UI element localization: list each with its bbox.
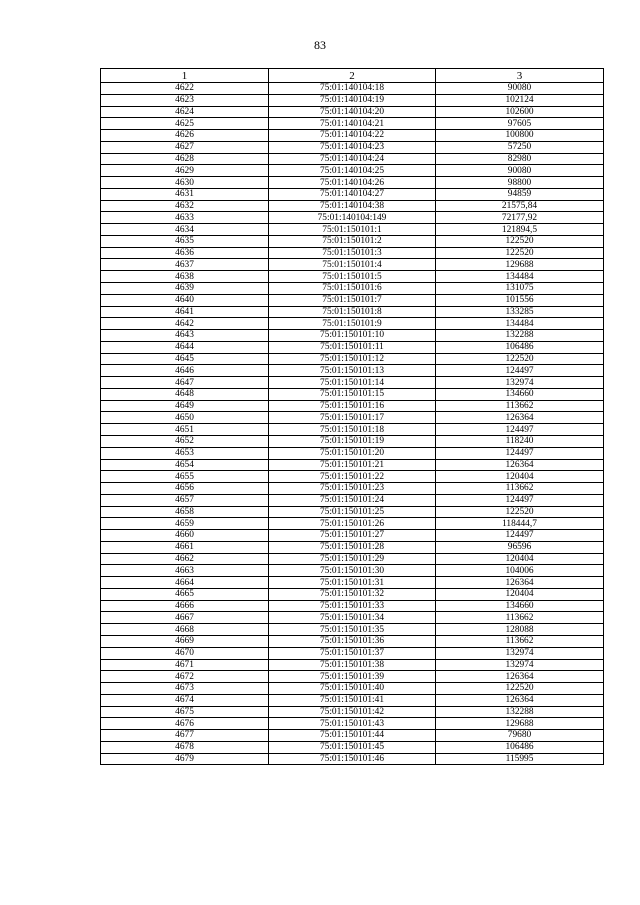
value-cell: 94859	[436, 188, 604, 200]
value-cell: 124497	[436, 447, 604, 459]
value-cell: 90080	[436, 83, 604, 95]
cadastral-number-cell: 75:01:150101:17	[269, 412, 436, 424]
cadastral-number-cell: 75:01:150101:44	[269, 730, 436, 742]
value-cell: 113662	[436, 612, 604, 624]
value-cell: 102124	[436, 94, 604, 106]
cadastral-number-cell: 75:01:150101:12	[269, 353, 436, 365]
table-row	[101, 188, 604, 200]
value-cell: 134660	[436, 388, 604, 400]
row-number-cell: 4674	[101, 694, 269, 706]
cadastral-number-cell: 75:01:150101:40	[269, 683, 436, 695]
table-row	[101, 624, 604, 636]
table-row	[101, 283, 604, 295]
table-row	[101, 83, 604, 95]
value-cell: 101556	[436, 294, 604, 306]
table-row	[101, 353, 604, 365]
value-cell: 120404	[436, 553, 604, 565]
value-cell: 124497	[436, 365, 604, 377]
table-row	[101, 483, 604, 495]
table-row	[101, 671, 604, 683]
cadastral-number-cell: 75:01:150101:23	[269, 483, 436, 495]
cadastral-number-cell: 75:01:140104:23	[269, 141, 436, 153]
cadastral-number-cell: 75:01:150101:30	[269, 565, 436, 577]
table-row	[101, 435, 604, 447]
row-number-cell: 4670	[101, 647, 269, 659]
table-row	[101, 424, 604, 436]
row-number-cell: 4652	[101, 435, 269, 447]
value-cell: 115995	[436, 753, 604, 765]
cadastral-number-cell: 75:01:140104:18	[269, 83, 436, 95]
table-row	[101, 494, 604, 506]
cadastral-number-cell: 75:01:150101:4	[269, 259, 436, 271]
row-number-cell: 4631	[101, 188, 269, 200]
row-number-cell: 4669	[101, 635, 269, 647]
cadastral-number-cell: 75:01:140104:27	[269, 188, 436, 200]
cadastral-number-cell: 75:01:150101:1	[269, 224, 436, 236]
value-cell: 57250	[436, 141, 604, 153]
value-cell: 124497	[436, 494, 604, 506]
page-number: 83	[314, 38, 326, 52]
cadastral-number-cell: 75:01:140104:26	[269, 177, 436, 189]
table-row	[101, 306, 604, 318]
table-row	[101, 224, 604, 236]
row-number-cell: 4634	[101, 224, 269, 236]
table-row	[101, 247, 604, 259]
value-cell: 98800	[436, 177, 604, 189]
row-number-cell: 4641	[101, 306, 269, 318]
row-number-cell: 4663	[101, 565, 269, 577]
table-row	[101, 400, 604, 412]
value-cell: 132974	[436, 659, 604, 671]
row-number-cell: 4644	[101, 341, 269, 353]
row-number-cell: 4651	[101, 424, 269, 436]
row-number-cell: 4661	[101, 541, 269, 553]
cadastral-number-cell: 75:01:150101:26	[269, 518, 436, 530]
data-table	[100, 68, 604, 765]
cadastral-number-cell: 75:01:150101:2	[269, 235, 436, 247]
value-cell: 126364	[436, 459, 604, 471]
row-number-cell: 4629	[101, 165, 269, 177]
value-cell: 72177,92	[436, 212, 604, 224]
row-number-cell: 4622	[101, 83, 269, 95]
value-cell: 132974	[436, 647, 604, 659]
row-number-cell: 4678	[101, 741, 269, 753]
cadastral-number-cell: 75:01:140104:38	[269, 200, 436, 212]
table-body	[101, 83, 604, 765]
row-number-cell: 4655	[101, 471, 269, 483]
cadastral-number-cell: 75:01:150101:35	[269, 624, 436, 636]
table-row	[101, 741, 604, 753]
table-row	[101, 165, 604, 177]
table-row	[101, 506, 604, 518]
cadastral-number-cell: 75:01:140104:22	[269, 130, 436, 142]
row-number-cell: 4668	[101, 624, 269, 636]
cadastral-number-cell: 75:01:150101:33	[269, 600, 436, 612]
table-row	[101, 577, 604, 589]
value-cell: 122520	[436, 353, 604, 365]
table-row	[101, 541, 604, 553]
value-cell: 118444,7	[436, 518, 604, 530]
row-number-cell: 4657	[101, 494, 269, 506]
cadastral-number-cell: 75:01:150101:3	[269, 247, 436, 259]
value-cell: 132974	[436, 377, 604, 389]
value-cell: 21575,84	[436, 200, 604, 212]
cadastral-number-cell: 75:01:150101:15	[269, 388, 436, 400]
value-cell: 128088	[436, 624, 604, 636]
table-row	[101, 94, 604, 106]
value-cell: 118240	[436, 435, 604, 447]
value-cell: 122520	[436, 506, 604, 518]
table-row	[101, 153, 604, 165]
row-number-cell: 4662	[101, 553, 269, 565]
cadastral-number-cell: 75:01:140104:20	[269, 106, 436, 118]
value-cell: 106486	[436, 341, 604, 353]
table-row	[101, 341, 604, 353]
table-header	[101, 69, 604, 83]
cadastral-number-cell: 75:01:150101:9	[269, 318, 436, 330]
row-number-cell: 4666	[101, 600, 269, 612]
value-cell: 124497	[436, 530, 604, 542]
row-number-cell: 4665	[101, 588, 269, 600]
cadastral-number-cell: 75:01:150101:41	[269, 694, 436, 706]
row-number-cell: 4658	[101, 506, 269, 518]
cadastral-number-cell: 75:01:150101:10	[269, 330, 436, 342]
table-row	[101, 235, 604, 247]
table-row	[101, 412, 604, 424]
table-row	[101, 600, 604, 612]
cadastral-number-cell: 75:01:140104:21	[269, 118, 436, 130]
table-row	[101, 388, 604, 400]
cadastral-number-cell: 75:01:150101:38	[269, 659, 436, 671]
value-cell: 104006	[436, 565, 604, 577]
cadastral-number-cell: 75:01:150101:16	[269, 400, 436, 412]
value-cell: 126364	[436, 412, 604, 424]
table-row	[101, 753, 604, 765]
header-cell-1: 1	[101, 69, 269, 83]
cadastral-number-cell: 75:01:150101:27	[269, 530, 436, 542]
value-cell: 113662	[436, 483, 604, 495]
value-cell: 132288	[436, 706, 604, 718]
cadastral-number-cell: 75:01:140104:25	[269, 165, 436, 177]
value-cell: 106486	[436, 741, 604, 753]
row-number-cell: 4638	[101, 271, 269, 283]
row-number-cell: 4664	[101, 577, 269, 589]
cadastral-number-cell: 75:01:150101:25	[269, 506, 436, 518]
value-cell: 82980	[436, 153, 604, 165]
row-number-cell: 4623	[101, 94, 269, 106]
row-number-cell: 4677	[101, 730, 269, 742]
row-number-cell: 4624	[101, 106, 269, 118]
table-row	[101, 130, 604, 142]
value-cell: 134660	[436, 600, 604, 612]
value-cell: 132288	[436, 330, 604, 342]
cadastral-number-cell: 75:01:150101:42	[269, 706, 436, 718]
cadastral-number-cell: 75:01:150101:14	[269, 377, 436, 389]
cadastral-number-cell: 75:01:150101:24	[269, 494, 436, 506]
table-row	[101, 588, 604, 600]
cadastral-number-cell: 75:01:140104:19	[269, 94, 436, 106]
value-cell: 90080	[436, 165, 604, 177]
value-cell: 134484	[436, 271, 604, 283]
row-number-cell: 4646	[101, 365, 269, 377]
value-cell: 126364	[436, 577, 604, 589]
table-row	[101, 471, 604, 483]
table-row	[101, 106, 604, 118]
row-number-cell: 4654	[101, 459, 269, 471]
value-cell: 122520	[436, 235, 604, 247]
value-cell: 124497	[436, 424, 604, 436]
table-row	[101, 200, 604, 212]
row-number-cell: 4640	[101, 294, 269, 306]
row-number-cell: 4667	[101, 612, 269, 624]
row-number-cell: 4635	[101, 235, 269, 247]
row-number-cell: 4676	[101, 718, 269, 730]
row-number-cell: 4675	[101, 706, 269, 718]
value-cell: 126364	[436, 694, 604, 706]
value-cell: 122520	[436, 247, 604, 259]
table-row	[101, 118, 604, 130]
table-row	[101, 683, 604, 695]
table-row	[101, 177, 604, 189]
table-row	[101, 647, 604, 659]
cadastral-number-cell: 75:01:150101:7	[269, 294, 436, 306]
cadastral-number-cell: 75:01:140104:149	[269, 212, 436, 224]
table-row	[101, 377, 604, 389]
row-number-cell: 4639	[101, 283, 269, 295]
value-cell: 79680	[436, 730, 604, 742]
cadastral-number-cell: 75:01:150101:13	[269, 365, 436, 377]
row-number-cell: 4672	[101, 671, 269, 683]
row-number-cell: 4656	[101, 483, 269, 495]
row-number-cell: 4645	[101, 353, 269, 365]
row-number-cell: 4648	[101, 388, 269, 400]
table-row	[101, 635, 604, 647]
cadastral-number-cell: 75:01:150101:29	[269, 553, 436, 565]
row-number-cell: 4625	[101, 118, 269, 130]
value-cell: 129688	[436, 259, 604, 271]
cadastral-number-cell: 75:01:150101:34	[269, 612, 436, 624]
cadastral-number-cell: 75:01:150101:39	[269, 671, 436, 683]
table-row	[101, 459, 604, 471]
row-number-cell: 4627	[101, 141, 269, 153]
value-cell: 129688	[436, 718, 604, 730]
cadastral-number-cell: 75:01:150101:19	[269, 435, 436, 447]
row-number-cell: 4632	[101, 200, 269, 212]
row-number-cell: 4650	[101, 412, 269, 424]
value-cell: 113662	[436, 635, 604, 647]
value-cell: 102600	[436, 106, 604, 118]
row-number-cell: 4643	[101, 330, 269, 342]
row-number-cell: 4647	[101, 377, 269, 389]
table-row	[101, 706, 604, 718]
table-row	[101, 553, 604, 565]
table-row	[101, 365, 604, 377]
value-cell: 122520	[436, 683, 604, 695]
value-cell: 121894,5	[436, 224, 604, 236]
table-row	[101, 659, 604, 671]
header-row	[101, 69, 604, 83]
row-number-cell: 4649	[101, 400, 269, 412]
cadastral-number-cell: 75:01:150101:45	[269, 741, 436, 753]
value-cell: 134484	[436, 318, 604, 330]
table-row	[101, 518, 604, 530]
row-number-cell: 4653	[101, 447, 269, 459]
table-row	[101, 694, 604, 706]
table-row	[101, 271, 604, 283]
table-row	[101, 330, 604, 342]
cadastral-number-cell: 75:01:150101:43	[269, 718, 436, 730]
row-number-cell: 4628	[101, 153, 269, 165]
cadastral-number-cell: 75:01:150101:6	[269, 283, 436, 295]
table-row	[101, 730, 604, 742]
cadastral-number-cell: 75:01:150101:37	[269, 647, 436, 659]
table-row	[101, 318, 604, 330]
cadastral-number-cell: 75:01:150101:11	[269, 341, 436, 353]
table-row	[101, 294, 604, 306]
table-row	[101, 212, 604, 224]
cadastral-number-cell: 75:01:140104:24	[269, 153, 436, 165]
row-number-cell: 4673	[101, 683, 269, 695]
row-number-cell: 4679	[101, 753, 269, 765]
table-row	[101, 565, 604, 577]
cadastral-number-cell: 75:01:150101:22	[269, 471, 436, 483]
value-cell: 100800	[436, 130, 604, 142]
cadastral-number-cell: 75:01:150101:21	[269, 459, 436, 471]
row-number-cell: 4636	[101, 247, 269, 259]
row-number-cell: 4630	[101, 177, 269, 189]
table-row	[101, 530, 604, 542]
table-row	[101, 259, 604, 271]
cadastral-number-cell: 75:01:150101:31	[269, 577, 436, 589]
table-row	[101, 718, 604, 730]
value-cell: 126364	[436, 671, 604, 683]
cadastral-number-cell: 75:01:150101:32	[269, 588, 436, 600]
header-cell-3: 3	[436, 69, 604, 83]
table-row	[101, 447, 604, 459]
cadastral-number-cell: 75:01:150101:36	[269, 635, 436, 647]
row-number-cell: 4659	[101, 518, 269, 530]
value-cell: 120404	[436, 588, 604, 600]
value-cell: 120404	[436, 471, 604, 483]
cadastral-number-cell: 75:01:150101:5	[269, 271, 436, 283]
value-cell: 113662	[436, 400, 604, 412]
row-number-cell: 4660	[101, 530, 269, 542]
row-number-cell: 4671	[101, 659, 269, 671]
cadastral-number-cell: 75:01:150101:20	[269, 447, 436, 459]
value-cell: 96596	[436, 541, 604, 553]
table-row	[101, 612, 604, 624]
header-cell-2: 2	[269, 69, 436, 83]
row-number-cell: 4626	[101, 130, 269, 142]
value-cell: 97605	[436, 118, 604, 130]
row-number-cell: 4633	[101, 212, 269, 224]
row-number-cell: 4637	[101, 259, 269, 271]
cadastral-number-cell: 75:01:150101:8	[269, 306, 436, 318]
value-cell: 131075	[436, 283, 604, 295]
cadastral-number-cell: 75:01:150101:46	[269, 753, 436, 765]
value-cell: 133285	[436, 306, 604, 318]
cadastral-number-cell: 75:01:150101:28	[269, 541, 436, 553]
row-number-cell: 4642	[101, 318, 269, 330]
table-row	[101, 141, 604, 153]
cadastral-number-cell: 75:01:150101:18	[269, 424, 436, 436]
